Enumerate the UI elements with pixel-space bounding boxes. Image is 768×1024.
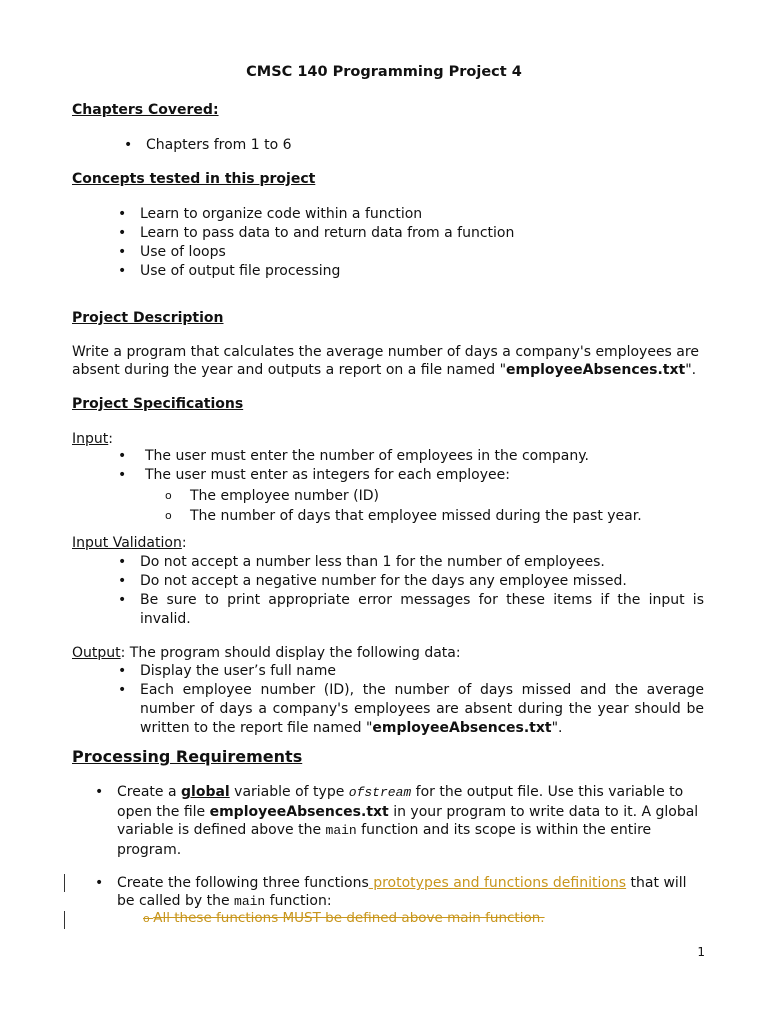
input-label-line: Input: [72, 431, 113, 447]
validation-label: Input Validation [72, 535, 182, 551]
list-item: • Learn to pass data to and return data from a function [118, 225, 515, 241]
specs-heading: Project Specifications [72, 396, 244, 412]
list-item: • Use of output file processing [118, 263, 341, 279]
list-item: • Do not accept a negative number for the days any employee missed. [118, 573, 627, 589]
description-paragraph: Write a program that calculates the average number of days a company's employees are absent during the year and outputs a report on a file named "employeeAbsences.txt". [72, 344, 699, 378]
input-list [118, 447, 705, 485]
change-bar [64, 874, 65, 892]
bullet-icon: • [95, 784, 104, 800]
input-label: Input [72, 431, 109, 447]
processing-heading: Processing Requirements [72, 747, 303, 766]
list-item: • Display the user’s full name [118, 663, 336, 679]
change-bar [64, 911, 65, 929]
input-sublist [165, 486, 710, 526]
list-item: • Chapters from 1 to 6 [124, 137, 292, 153]
list-item: • Learn to organize code within a function [118, 206, 423, 222]
concepts-list [118, 205, 515, 281]
list-item: • The user must enter the number of employees in the company. [118, 448, 589, 464]
list-item: o The number of days that employee missed during the past year. [165, 508, 642, 524]
description-heading: Project Description [72, 310, 224, 326]
output-label-line: Output: The program should display the following data: [72, 645, 461, 661]
output-list [118, 662, 704, 738]
bullet-icon: • [118, 554, 127, 570]
deleted-marker: o [143, 912, 154, 925]
circle-bullet-icon: o [165, 509, 172, 522]
circle-bullet-icon: o [165, 489, 172, 502]
global-keyword: global [181, 784, 230, 800]
filename: employeeAbsences.txt [372, 720, 552, 736]
bullet-icon: • [95, 875, 104, 891]
filename: employeeAbsences.txt [506, 361, 686, 378]
list-item: • Create the following three functions prototypes and functions definitions that will be called by the main function: [95, 875, 687, 909]
validation-list [118, 553, 704, 629]
processing-list-2 [95, 874, 707, 911]
validation-label-line: Input Validation: [72, 535, 187, 551]
page-number: 1 [697, 945, 705, 959]
list-item: o The employee number (ID) [165, 488, 379, 504]
processing-list [95, 783, 707, 859]
page-title: CMSC 140 Programming Project 4 [246, 64, 522, 80]
list-item: • Use of loops [118, 244, 226, 260]
output-label: Output [72, 645, 121, 661]
bullet-icon: • [118, 263, 127, 279]
bullet-icon: • [118, 682, 127, 698]
list-item: • Be sure to print appropriate error messages for these items if the input is invalid. [118, 592, 704, 627]
concepts-heading: Concepts tested in this project [72, 171, 316, 187]
inserted-text: prototypes and functions definitions [368, 875, 627, 891]
chapters-heading: Chapters Covered: [72, 102, 219, 118]
list-item: • Do not accept a number less than 1 for the number of employees. [118, 554, 605, 570]
main-keyword: main [325, 823, 357, 838]
bullet-icon: • [118, 448, 127, 464]
bullet-icon: • [118, 225, 127, 241]
ofstream-type: ofstream [348, 785, 412, 800]
bullet-icon: • [118, 206, 127, 222]
bullet-icon: • [124, 137, 133, 153]
bullet-icon: • [118, 467, 127, 483]
bullet-icon: • [118, 663, 127, 679]
list-item: • Each employee number (ID), the number of days missed and the average number of days a company's employees are absent during the year should be written to the report file named "employeeAbsences.txt". [118, 682, 704, 736]
bullet-icon: • [118, 573, 127, 589]
deleted-text: All these functions MUST be defined above main function. [153, 910, 545, 926]
list-item: • The user must enter as integers for each employee: [118, 467, 510, 483]
deleted-line [143, 910, 545, 928]
filename: employeeAbsences.txt [209, 803, 389, 820]
chapters-list [124, 136, 292, 155]
main-keyword: main [234, 894, 266, 909]
bullet-icon: • [118, 244, 127, 260]
bullet-icon: • [118, 592, 127, 608]
list-item: • Create a global variable of type ofstream for the output file. Use this variable to open the file employeeAbsences.txt in your program to write data to it. A global variable is defined above the main function and its scope is within the entire program. [95, 784, 699, 858]
